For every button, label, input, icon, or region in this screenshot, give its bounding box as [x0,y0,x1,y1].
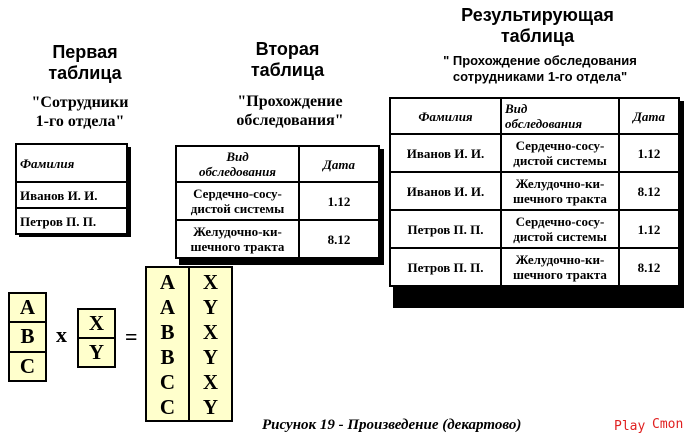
product-left-element: B [160,345,175,369]
second-table-header-exam [176,146,299,182]
product-right-element: X [202,370,219,394]
second-table-cell-exam [176,220,299,258]
first-table-heading-line2: таблица [48,63,122,83]
equals-operator: = [125,324,138,349]
second-table [175,145,380,259]
product-left-element: A [159,270,176,294]
result-table-cell-exam-line2: дистой системы [513,153,607,168]
result-table-header-exam [501,98,619,134]
result-table-header-exam-line1: Вид [505,101,528,116]
result-table-cell-exam-line1: Сердечно-сосу- [515,214,605,229]
result-table-header-exam-line2: обследования [505,116,583,131]
result-table-subtitle [405,53,675,85]
second-table-heading-line1: Вторая [255,39,320,59]
result-table-cell-exam [501,248,619,286]
second-table-cell-exam-line2: шечного тракта [190,239,285,254]
result-table-header-date: Дата [619,98,679,134]
product-left-element: C [159,395,176,419]
first-table-cell-surname: Иванов И. И. [16,182,127,208]
result-table-subtitle-line1: " Прохождение обследования [443,53,637,68]
result-table-cell-exam-line1: Желудочно-ки- [515,176,605,191]
result-table-cell-exam-line1: Желудочно-ки- [515,252,605,267]
result-table-header-surname: Фамилия [390,98,501,134]
set-a-element: A [19,295,36,320]
second-table-cell-exam [176,182,299,220]
result-table-cell-exam-line2: шечного тракта [513,267,607,282]
first-table-subtitle [10,93,150,131]
cmon-button[interactable]: Cmon [652,417,684,432]
product-right-element: Y [202,345,219,369]
result-table-cell-exam [501,172,619,210]
result-table-heading-line1: Результирующая [461,5,614,25]
result-table-cell-surname: Петров П. П. [390,210,501,248]
product-left-element: C [159,370,176,394]
result-table-cell-date: 1.12 [619,134,679,172]
second-table-heading-line2: таблица [250,60,325,80]
first-table-subtitle-line2: 1-го отдела" [35,113,125,130]
result-table-cell-surname: Иванов И. И. [390,134,501,172]
second-table-cell-date: 8.12 [299,220,379,258]
second-table-subtitle [205,92,375,130]
result-table-cell-exam-line2: шечного тракта [513,191,607,206]
second-table-cell-exam-line2: дистой системы [190,201,285,216]
times-operator: x [56,322,67,347]
first-table [15,143,128,235]
product-left-element: A [159,295,176,319]
first-table-heading-line1: Первая [52,42,118,62]
set-a-box [8,292,47,382]
play-button[interactable]: Play [614,419,646,434]
product-right-element: X [202,320,219,344]
result-table-cell-surname: Иванов И. И. [390,172,501,210]
set-a-element: C [10,351,45,380]
product-left-column [147,270,188,420]
second-table-header-date: Дата [299,146,379,182]
result-table-cell-date: 1.12 [619,210,679,248]
product-box [145,266,233,422]
result-table-subtitle-line2: сотрудниками 1-го отдела" [452,69,628,84]
set-b-box [77,308,116,368]
result-table-heading-line2: таблица [500,26,575,46]
result-table-cell-date: 8.12 [619,248,679,286]
first-table-header-surname: Фамилия [16,144,127,182]
figure-caption: Рисунок 19 - Произведение (декартово) [262,417,522,433]
set-b-element: Y [79,337,114,366]
first-table-cell-surname: Петров П. П. [16,208,127,234]
result-table-heading [420,5,655,47]
product-right-element: X [202,270,219,294]
result-table-cell-exam [501,210,619,248]
second-table-header-exam-line1: Вид [226,149,249,164]
product-right-element: Y [202,295,219,319]
first-table-heading [30,42,140,84]
second-table-cell-exam-line1: Желудочно-ки- [193,224,282,239]
result-table-cell-surname: Петров П. П. [390,248,501,286]
set-b-element: X [88,311,105,335]
result-table-cell-exam-line2: дистой системы [513,229,607,244]
second-table-subtitle-line1: "Прохождение [237,93,343,110]
second-table-heading [225,39,350,81]
product-left-element: B [160,320,175,344]
product-right-element: Y [202,395,219,419]
set-a-element: B [10,321,45,350]
result-table-cell-exam-line1: Сердечно-сосу- [515,138,605,153]
result-table-cell-date: 8.12 [619,172,679,210]
product-right-column [190,270,231,420]
second-table-cell-exam-line1: Сердечно-сосу- [193,186,282,201]
second-table-header-exam-line2: обследования [198,164,277,179]
result-table-cell-exam [501,134,619,172]
second-table-cell-date: 1.12 [299,182,379,220]
result-table [389,97,680,287]
first-table-subtitle-line1: "Сотрудники [31,94,129,111]
second-table-subtitle-line2: обследования" [236,112,344,129]
